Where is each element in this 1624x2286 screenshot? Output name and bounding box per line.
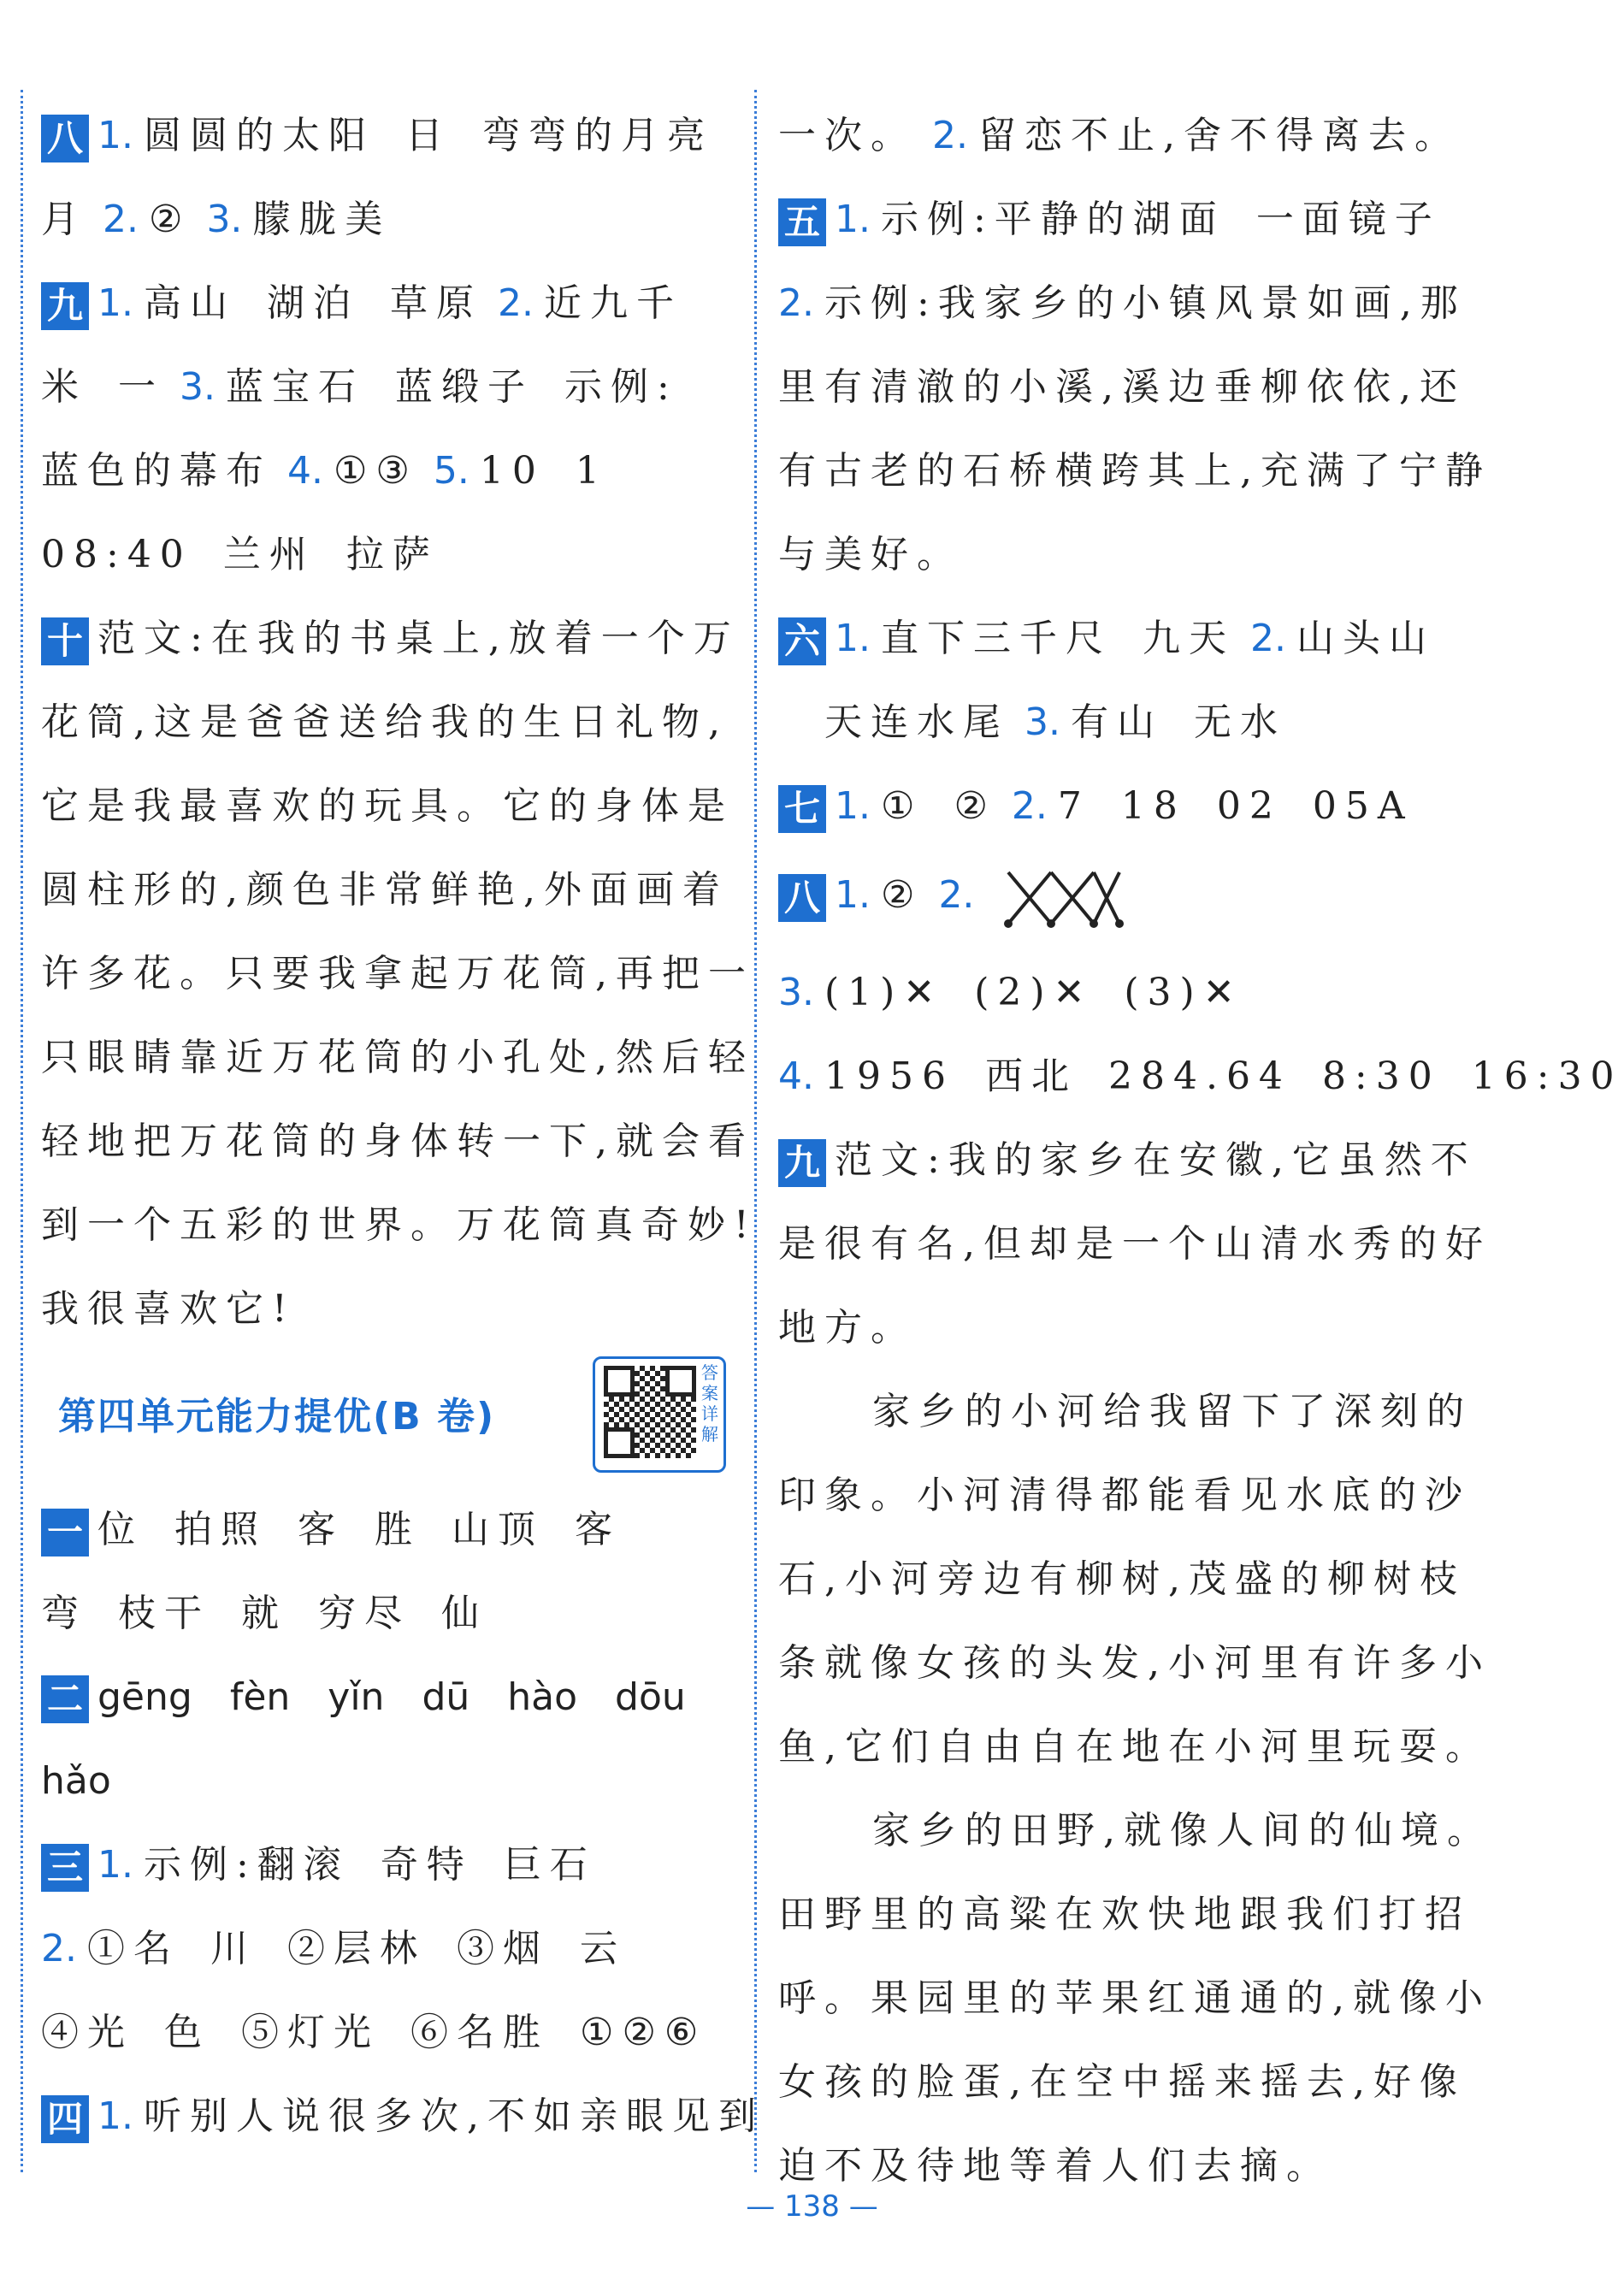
essay-line: 条就像女孩的头发,小河里有许多小 (778, 1641, 1491, 1685)
answer-b8-line-2: 3. (1)✕ (2)✕ (3)✕ (778, 971, 1243, 1014)
essay-line: 女孩的脸蛋,在空中摇来摇去,好像 (778, 2060, 1466, 2104)
answer-b4-line-1: 四 1. 听别人说很多次,不如亲眼见到 (41, 2075, 785, 2159)
section-badge-b9: 九 (778, 1139, 826, 1187)
essay-line: 田野里的高粱在欢快地跟我们打招 (778, 1893, 1471, 1936)
qr-finder-top-left (604, 1366, 635, 1397)
answer-b2-line-2: hǎo (41, 1759, 111, 1803)
answer-8-line-1: 八 1. 圆圆的太阳 日 弯弯的月亮 (41, 94, 785, 178)
essay-line: 我很喜欢它! (41, 1287, 296, 1331)
answer-b4-continued: 一次。 2. 留恋不止,舍不得离去。 (778, 114, 1461, 157)
essay-line: 印象。小河清得都能看见水底的沙 (778, 1474, 1471, 1517)
answer-b8-line-3: 4. 1956 西北 284.64 8:30 16:30 (778, 1054, 1623, 1098)
section-badge-b1: 一 (41, 1509, 89, 1556)
answer-b1-line-1: 一 位 拍照 客 胜 山顶 客 (41, 1488, 785, 1572)
answer-b2-line-1: 二 gēng fèn yǐn dū hào dōu (41, 1656, 785, 1740)
essay-line: 它是我最喜欢的玩具。它的身体是 (41, 784, 734, 828)
qr-label: 答案详解 (701, 1362, 718, 1444)
answer-b6-line-1: 六 1. 直下三千尺 九天 2. 山头山 (778, 597, 1522, 681)
essay-line: 到一个五彩的世界。万花筒真奇妙! (41, 1203, 758, 1247)
section-badge-10: 十 (41, 617, 89, 665)
unit-title: 第四单元能力提优(B 卷) (58, 1395, 496, 1438)
essay-line: 是很有名,但却是一个山清水秀的好 (778, 1222, 1491, 1266)
essay-line: 鱼,它们自由自在地在小河里玩耍。 (778, 1725, 1491, 1769)
left-column (41, 94, 785, 2159)
answer-b5-text-line: 里有清澈的小溪,溪边垂柳依依,还 (778, 365, 1466, 409)
essay-line: 呼。果园里的苹果红通通的,就像小 (778, 1976, 1491, 2020)
section-badge-b6: 六 (778, 617, 826, 665)
answer-b5-text-line: 有古老的石桥横跨其上,充满了宁静 (778, 449, 1491, 493)
section-badge-b4: 四 (41, 2095, 89, 2143)
section-badge-9: 九 (41, 282, 89, 330)
essay-paragraph-start: 家乡的小河给我留下了深刻的 (872, 1390, 1473, 1433)
section-badge-b5: 五 (778, 198, 826, 246)
page-number: — 138 — (746, 2189, 878, 2224)
essay-line: 花筒,这是爸爸送给我的生日礼物, (41, 700, 729, 744)
answer-b8-line-1: 八 1. ② 2. (778, 848, 1522, 951)
qr-finder-top-right (665, 1366, 696, 1397)
answer-b5-text-line: 与美好。 (778, 533, 963, 576)
answer-9-line-2: 米 一 3. 蓝宝石 蓝缎子 示例: (41, 365, 678, 409)
section-badge-b7: 七 (778, 785, 826, 833)
essay-paragraph-start: 家乡的田野,就像人间的仙境。 (872, 1809, 1493, 1852)
answer-9-line-3: 蓝色的幕布 4. ①③ 5. 10 1 (41, 449, 608, 493)
section-badge-b2: 二 (41, 1675, 89, 1723)
essay-line: 石,小河旁边有柳树,茂盛的柳树枝 (778, 1557, 1466, 1601)
essay-line: 轻地把万花筒的身体转一下,就会看 (41, 1119, 754, 1163)
answer-9-line-1: 九 1. 高山 湖泊 草原 2. 近九千 (41, 262, 785, 346)
section-badge-b8: 八 (778, 874, 826, 922)
answer-b3-line-3: ④光 色 ⑤灯光 ⑥名胜 ①②⑥ (41, 2011, 707, 2054)
answer-10-line-1: 十 范文:在我的书桌上,放着一个万 (41, 597, 785, 681)
matching-lines-diagram (1000, 864, 1128, 932)
answer-b9-line-1: 九 范文:我的家乡在安徽,它虽然不 (778, 1119, 1522, 1202)
section-badge-b3: 三 (41, 1844, 89, 1892)
left-margin-dotted-line (21, 90, 23, 2172)
answer-b3-line-2: 2. ①名 川 ②层林 ③烟 云 (41, 1927, 626, 1970)
section-badge-8: 八 (41, 115, 89, 162)
answer-b5-line-2: 2. 示例:我家乡的小镇风景如画,那 (778, 281, 1467, 325)
essay-line: 只眼睛靠近万花筒的小孔处,然后轻 (41, 1036, 754, 1079)
qr-finder-bottom-left (604, 1427, 635, 1458)
answer-b1-line-2: 弯 枝干 就 穷尽 仙 (41, 1592, 487, 1635)
essay-line: 地方。 (778, 1306, 917, 1350)
answer-b7-line-1: 七 1. ① ② 2. 7 18 02 05A (778, 765, 1522, 848)
qr-code[interactable] (593, 1356, 726, 1473)
essay-line: 许多花。只要我拿起万花筒,再把一 (41, 952, 754, 995)
essay-line: 迫不及待地等着人们去摘。 (778, 2144, 1332, 2188)
answer-b5-line-1: 五 1. 示例:平静的湖面 一面镜子 (778, 178, 1522, 262)
answer-8-line-2: 月 2. ② 3. 朦胧美 (41, 198, 392, 241)
unit-header (41, 1351, 785, 1488)
answer-9-line-4: 08:40 兰州 拉萨 (41, 533, 439, 576)
answer-b6-line-2: 天连水尾 3. 有山 无水 (824, 700, 1286, 744)
right-column (778, 94, 1623, 2208)
answer-b3-line-1: 三 1. 示例:翻滚 奇特 巨石 (41, 1823, 785, 1907)
essay-line: 圆柱形的,颜色非常鲜艳,外面画着 (41, 868, 729, 912)
